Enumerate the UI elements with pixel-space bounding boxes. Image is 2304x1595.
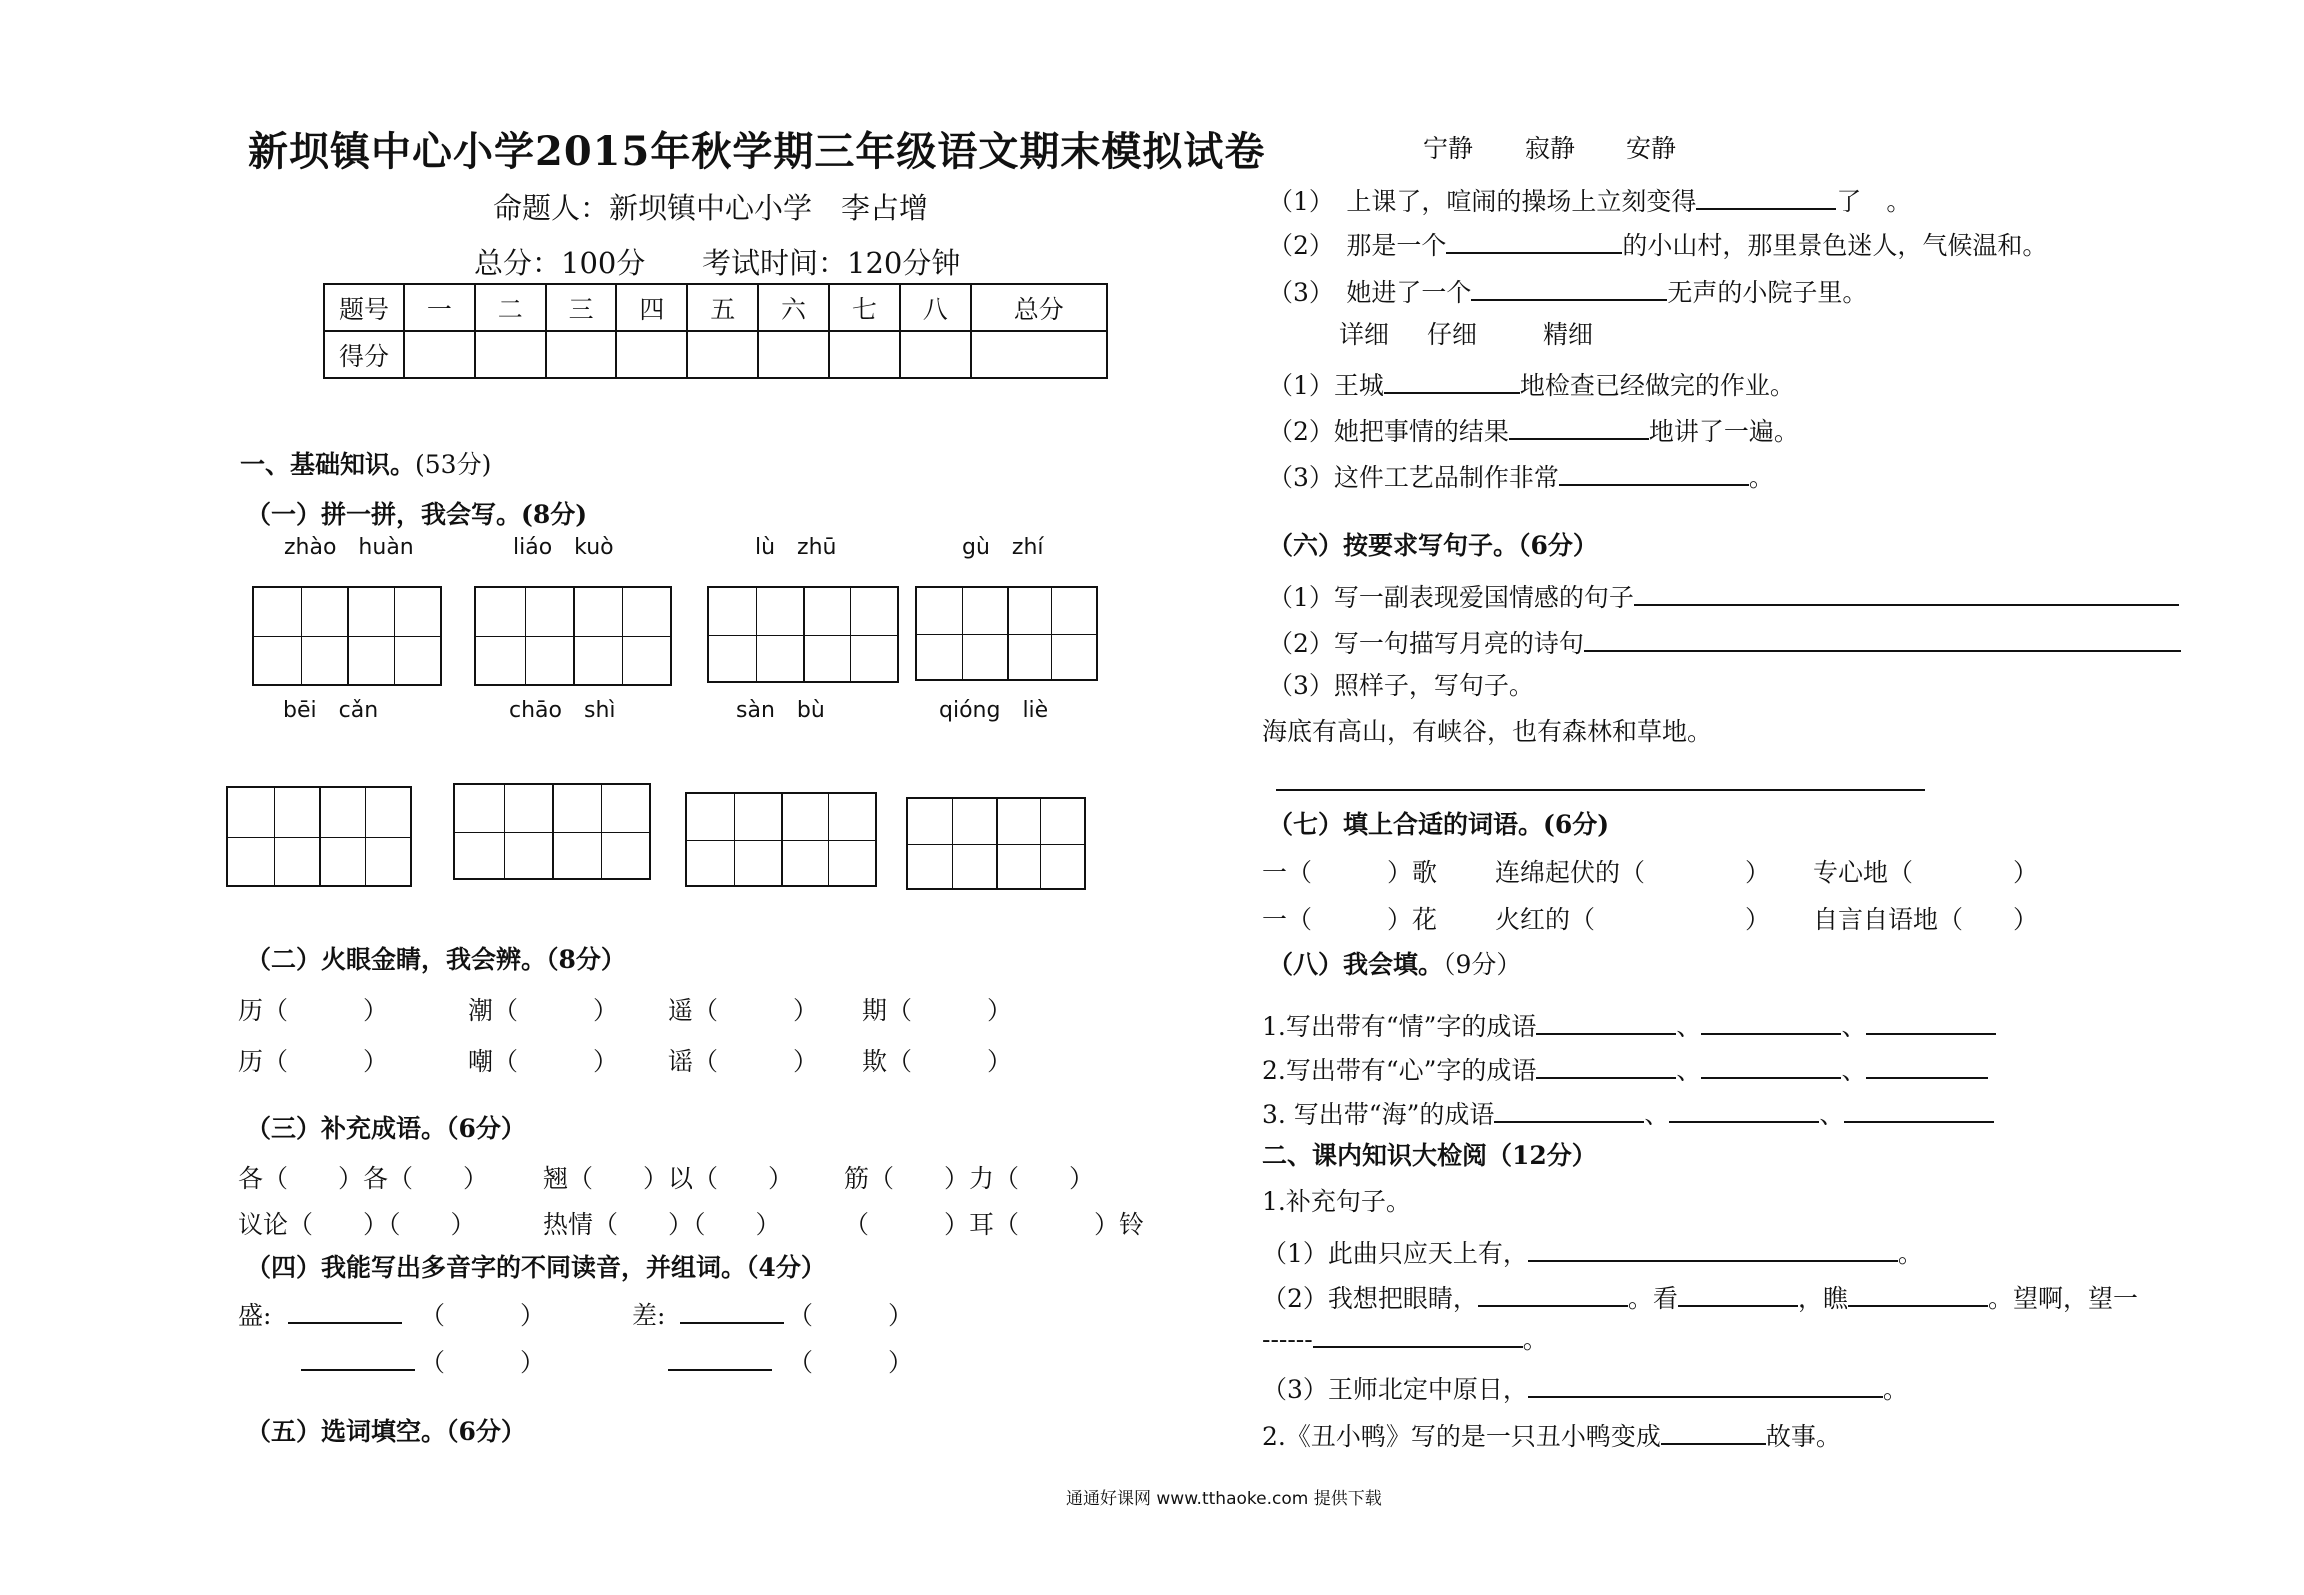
question-text: 2.《丑小鸭》写的是一只丑小鸭变成 <box>1262 1422 1661 1451</box>
poem-question <box>1262 1236 1923 1266</box>
score-table-header-cell: 一 <box>404 284 475 331</box>
writing-grid[interactable] <box>685 792 877 887</box>
idiom-item[interactable]: （ ）耳（ ）铃 <box>844 1210 1145 1239</box>
idiom-item[interactable]: 议论（ ）（ ） <box>238 1210 476 1239</box>
fill-question <box>1268 275 1867 305</box>
answer-blank[interactable] <box>1528 1372 1883 1398</box>
score-table-header-cell: 八 <box>900 284 971 331</box>
idiom-item[interactable]: 热情（ ）（ ） <box>543 1210 781 1239</box>
score-cell[interactable] <box>616 331 687 378</box>
answer-line[interactable] <box>668 1369 772 1371</box>
pinyin-label: lù zhū <box>755 535 837 560</box>
fill-question <box>1268 460 1774 490</box>
s2-item[interactable]: 历（ ） <box>238 996 389 1025</box>
answer-line[interactable] <box>288 1322 402 1324</box>
answer-blank[interactable] <box>1669 1097 1819 1123</box>
idiom-question <box>1262 1009 1996 1039</box>
s1-title: （一）拼一拼，我会写。(8分) <box>246 500 588 529</box>
s2-item[interactable]: 潮（ ） <box>468 996 619 1025</box>
poem-question <box>1262 1281 2138 1311</box>
s8-score: （9分） <box>1443 950 1522 979</box>
separator: 、 <box>1841 1056 1867 1085</box>
question-text: （1）此曲只应天上有， <box>1262 1239 1528 1268</box>
polyphone-paren[interactable]: （ ） <box>420 1348 546 1377</box>
sentence-question <box>1268 626 2181 656</box>
s7-title: （七）填上合适的词语。(6分) <box>1268 810 1610 839</box>
question-text: （3） 她进了一个 <box>1268 278 1472 307</box>
idiom-item[interactable]: 各（ ）各（ ） <box>238 1164 489 1193</box>
s2-title: （二）火眼金睛，我会辨。（8分） <box>246 945 626 974</box>
exam-time: 考试时间：120分钟 <box>702 246 961 280</box>
answer-blank[interactable] <box>1584 626 2181 652</box>
separator: 、 <box>1644 1100 1670 1129</box>
part2-title: 二、课内知识大检阅（12分） <box>1262 1141 1597 1170</box>
s4-title: （四）我能写出多音字的不同读音，并组词。（4分） <box>246 1253 826 1282</box>
question-text: 地检查已经做完的作业。 <box>1519 371 1795 400</box>
part1-title <box>240 452 491 477</box>
s8-title-text: （八）我会填。 <box>1268 950 1444 979</box>
word-choice: 安静 <box>1626 134 1677 163</box>
s2-item[interactable]: 历（ ） <box>238 1047 389 1076</box>
page-footer: 通通好课网 www.tthaoke.com 提供下载 <box>1066 1489 1382 1509</box>
s2-item[interactable]: 嘲（ ） <box>468 1047 619 1076</box>
question-text: 了 。 <box>1836 187 1912 216</box>
question-text: （3）这件工艺品制作非常 <box>1268 463 1559 492</box>
score-table-row-label: 得分 <box>324 331 404 378</box>
poem-question <box>1262 1372 1908 1402</box>
punct: 。 <box>1522 1325 1548 1354</box>
part2-q1: 1.补充句子。 <box>1262 1187 1411 1216</box>
score-table-header-row <box>324 284 1107 331</box>
answer-blank[interactable] <box>1494 1097 1644 1123</box>
question-text: 地讲了一遍。 <box>1648 417 1799 446</box>
answer-blank[interactable] <box>1661 1419 1766 1445</box>
writing-grid[interactable] <box>252 586 442 686</box>
separator: 、 <box>1841 1012 1867 1041</box>
pinyin-label: zhào huàn <box>284 535 414 560</box>
answer-line[interactable] <box>680 1322 784 1324</box>
writing-grid[interactable] <box>453 783 651 880</box>
answer-blank[interactable] <box>1848 1281 1988 1307</box>
score-cell[interactable] <box>475 331 546 378</box>
writing-grid[interactable] <box>906 797 1086 890</box>
fill-question <box>1268 184 1911 214</box>
answer-blank[interactable] <box>1844 1097 1994 1123</box>
fill-question <box>1268 368 1795 398</box>
pinyin-label: sàn bù <box>736 698 825 723</box>
question-text: （2）她把事情的结果 <box>1268 417 1509 446</box>
exam-title: 新坝镇中心小学2015年秋学期三年级语文期末模拟试卷 <box>248 128 1266 175</box>
polyphone-char: 盛: <box>238 1301 272 1330</box>
sentence-question <box>1268 580 2179 610</box>
score-table-header-cell: 七 <box>829 284 900 331</box>
question-text: （1）王城 <box>1268 371 1384 400</box>
word-fill-item[interactable]: 一（ ）花 <box>1262 905 1438 934</box>
punct: 。 <box>1897 1239 1923 1268</box>
s3-title: （三）补充成语。（6分） <box>246 1114 526 1143</box>
s5-title: （五）选词填空。（6分） <box>246 1417 526 1446</box>
question-text: 无声的小院子里。 <box>1667 278 1868 307</box>
pinyin-label: qióng liè <box>939 698 1049 723</box>
answer-blank[interactable] <box>1634 580 2179 606</box>
sentence-question: （3）照样子，写句子。 <box>1268 671 1534 700</box>
question-text: （2） 那是一个 <box>1268 231 1447 260</box>
word-choice: 详细 <box>1339 320 1390 349</box>
s2-item[interactable]: 谣（ ） <box>668 1047 819 1076</box>
question-text: 的小山村，那里景色迷人，气候温和。 <box>1622 231 2048 260</box>
idiom-question <box>1262 1053 1988 1083</box>
pinyin-label: bēi cǎn <box>283 698 379 723</box>
question-text: （2）写一句描写月亮的诗句 <box>1268 629 1584 658</box>
separator: 、 <box>1676 1012 1702 1041</box>
answer-blank[interactable] <box>1866 1009 1996 1035</box>
exam-author: 命题人：新坝镇中心小学 李占增 <box>493 191 929 225</box>
pinyin-label: chāo shì <box>509 698 616 723</box>
score-cell[interactable] <box>758 331 829 378</box>
polyphone-paren[interactable]: （ ） <box>788 1348 914 1377</box>
score-total: 总分：100分 <box>474 246 646 280</box>
idiom-item[interactable]: 翘（ ）以（ ） <box>543 1164 794 1193</box>
question-text: ，瞧 <box>1797 1284 1848 1313</box>
s2-item[interactable]: 遥（ ） <box>668 996 819 1025</box>
part1-title-text: 一、基础知识。 <box>240 450 416 479</box>
question-text: （1） 上课了，喧闹的操场上立刻变得 <box>1268 187 1697 216</box>
score-cell[interactable] <box>829 331 900 378</box>
writing-grid[interactable] <box>474 586 672 686</box>
answer-blank[interactable] <box>1471 275 1667 301</box>
dash-line: ------ <box>1262 1325 1313 1354</box>
answer-blank[interactable] <box>1478 1281 1628 1307</box>
score-cell[interactable] <box>404 331 475 378</box>
answer-blank[interactable] <box>1696 184 1836 210</box>
score-table-header-cell: 五 <box>687 284 758 331</box>
question-text: （3）王师北定中原日， <box>1262 1375 1528 1404</box>
separator: 、 <box>1676 1056 1702 1085</box>
answer-blank[interactable] <box>1384 368 1520 394</box>
question-text: （2）我想把眼睛， <box>1262 1284 1478 1313</box>
score-table-header-cell: 总分 <box>971 284 1107 331</box>
score-table-score-row <box>324 331 1107 378</box>
answer-blank[interactable] <box>1559 460 1749 486</box>
answer-blank[interactable] <box>1536 1009 1676 1035</box>
answer-blank[interactable] <box>1509 414 1649 440</box>
word-fill-item[interactable]: 一（ ）歌 <box>1262 858 1438 887</box>
question-text: 故事。 <box>1765 1422 1841 1451</box>
answer-blank[interactable] <box>1446 228 1622 254</box>
answer-blank[interactable] <box>1528 1236 1898 1262</box>
question-text: 2.写出带有“心”字的成语 <box>1262 1056 1537 1085</box>
question-text: 。望啊，望一 <box>1987 1284 2138 1313</box>
score-cell[interactable] <box>546 331 617 378</box>
fill-question <box>1268 228 2047 258</box>
question-text: 3. 写出带“海”的成语 <box>1262 1100 1495 1129</box>
word-fill-item[interactable]: 专心地（ ） <box>1813 858 2039 887</box>
score-table-header-cell: 三 <box>546 284 617 331</box>
answer-blank[interactable] <box>1701 1009 1841 1035</box>
answer-blank[interactable] <box>1313 1322 1523 1348</box>
part1-score: (53分) <box>415 450 492 479</box>
score-cell[interactable] <box>900 331 971 378</box>
writing-grid[interactable] <box>226 786 412 887</box>
answer-blank[interactable] <box>1678 1281 1798 1307</box>
word-fill-item[interactable]: 火红的（ ） <box>1495 905 1771 934</box>
writing-grid[interactable] <box>707 586 899 683</box>
word-choice: 寂静 <box>1525 134 1576 163</box>
part2-q2 <box>1262 1419 1841 1449</box>
question-text: （1）写一副表现爱国情感的句子 <box>1268 583 1634 612</box>
score-table-header-cell: 题号 <box>324 284 404 331</box>
score-table-header-cell: 六 <box>758 284 829 331</box>
s8-title <box>1268 952 1521 977</box>
question-text: 1.写出带有“情”字的成语 <box>1262 1012 1537 1041</box>
score-cell[interactable] <box>687 331 758 378</box>
s2-item[interactable]: 期（ ） <box>862 996 1013 1025</box>
poem-question-cont <box>1262 1322 1548 1352</box>
score-table-header-cell: 四 <box>616 284 687 331</box>
idiom-question <box>1262 1097 1994 1127</box>
idiom-item[interactable]: 筋（ ）力（ ） <box>844 1164 1095 1193</box>
answer-line[interactable] <box>301 1369 415 1371</box>
answer-blank[interactable] <box>1866 1053 1988 1079</box>
score-table-header-cell: 二 <box>475 284 546 331</box>
word-choice: 宁静 <box>1423 134 1474 163</box>
s2-item[interactable]: 欺（ ） <box>862 1047 1013 1076</box>
polyphone-char: 差: <box>632 1301 666 1330</box>
pinyin-label: gù zhí <box>962 535 1044 560</box>
word-fill-item[interactable]: 连绵起伏的（ ） <box>1495 858 1771 887</box>
score-table <box>323 283 1108 379</box>
word-fill-item[interactable]: 自言自语地（ ） <box>1813 905 2039 934</box>
punct: 。 <box>1882 1375 1908 1404</box>
pinyin-label: liáo kuò <box>513 535 614 560</box>
answer-line[interactable] <box>1276 789 1925 791</box>
question-text: 。 <box>1748 463 1774 492</box>
polyphone-paren[interactable]: （ ） <box>420 1301 546 1330</box>
answer-blank[interactable] <box>1536 1053 1676 1079</box>
fill-question <box>1268 414 1799 444</box>
word-choice: 仔细 <box>1427 320 1478 349</box>
question-text: 。看 <box>1627 1284 1678 1313</box>
writing-grid[interactable] <box>915 586 1098 681</box>
separator: 、 <box>1819 1100 1845 1129</box>
example-sentence: 海底有高山，有峡谷，也有森林和草地。 <box>1262 717 1713 746</box>
score-cell[interactable] <box>971 331 1107 378</box>
word-choice: 精细 <box>1543 320 1594 349</box>
polyphone-paren[interactable]: （ ） <box>788 1301 914 1330</box>
answer-blank[interactable] <box>1701 1053 1841 1079</box>
s6-title: （六）按要求写句子。（6分） <box>1268 531 1598 560</box>
